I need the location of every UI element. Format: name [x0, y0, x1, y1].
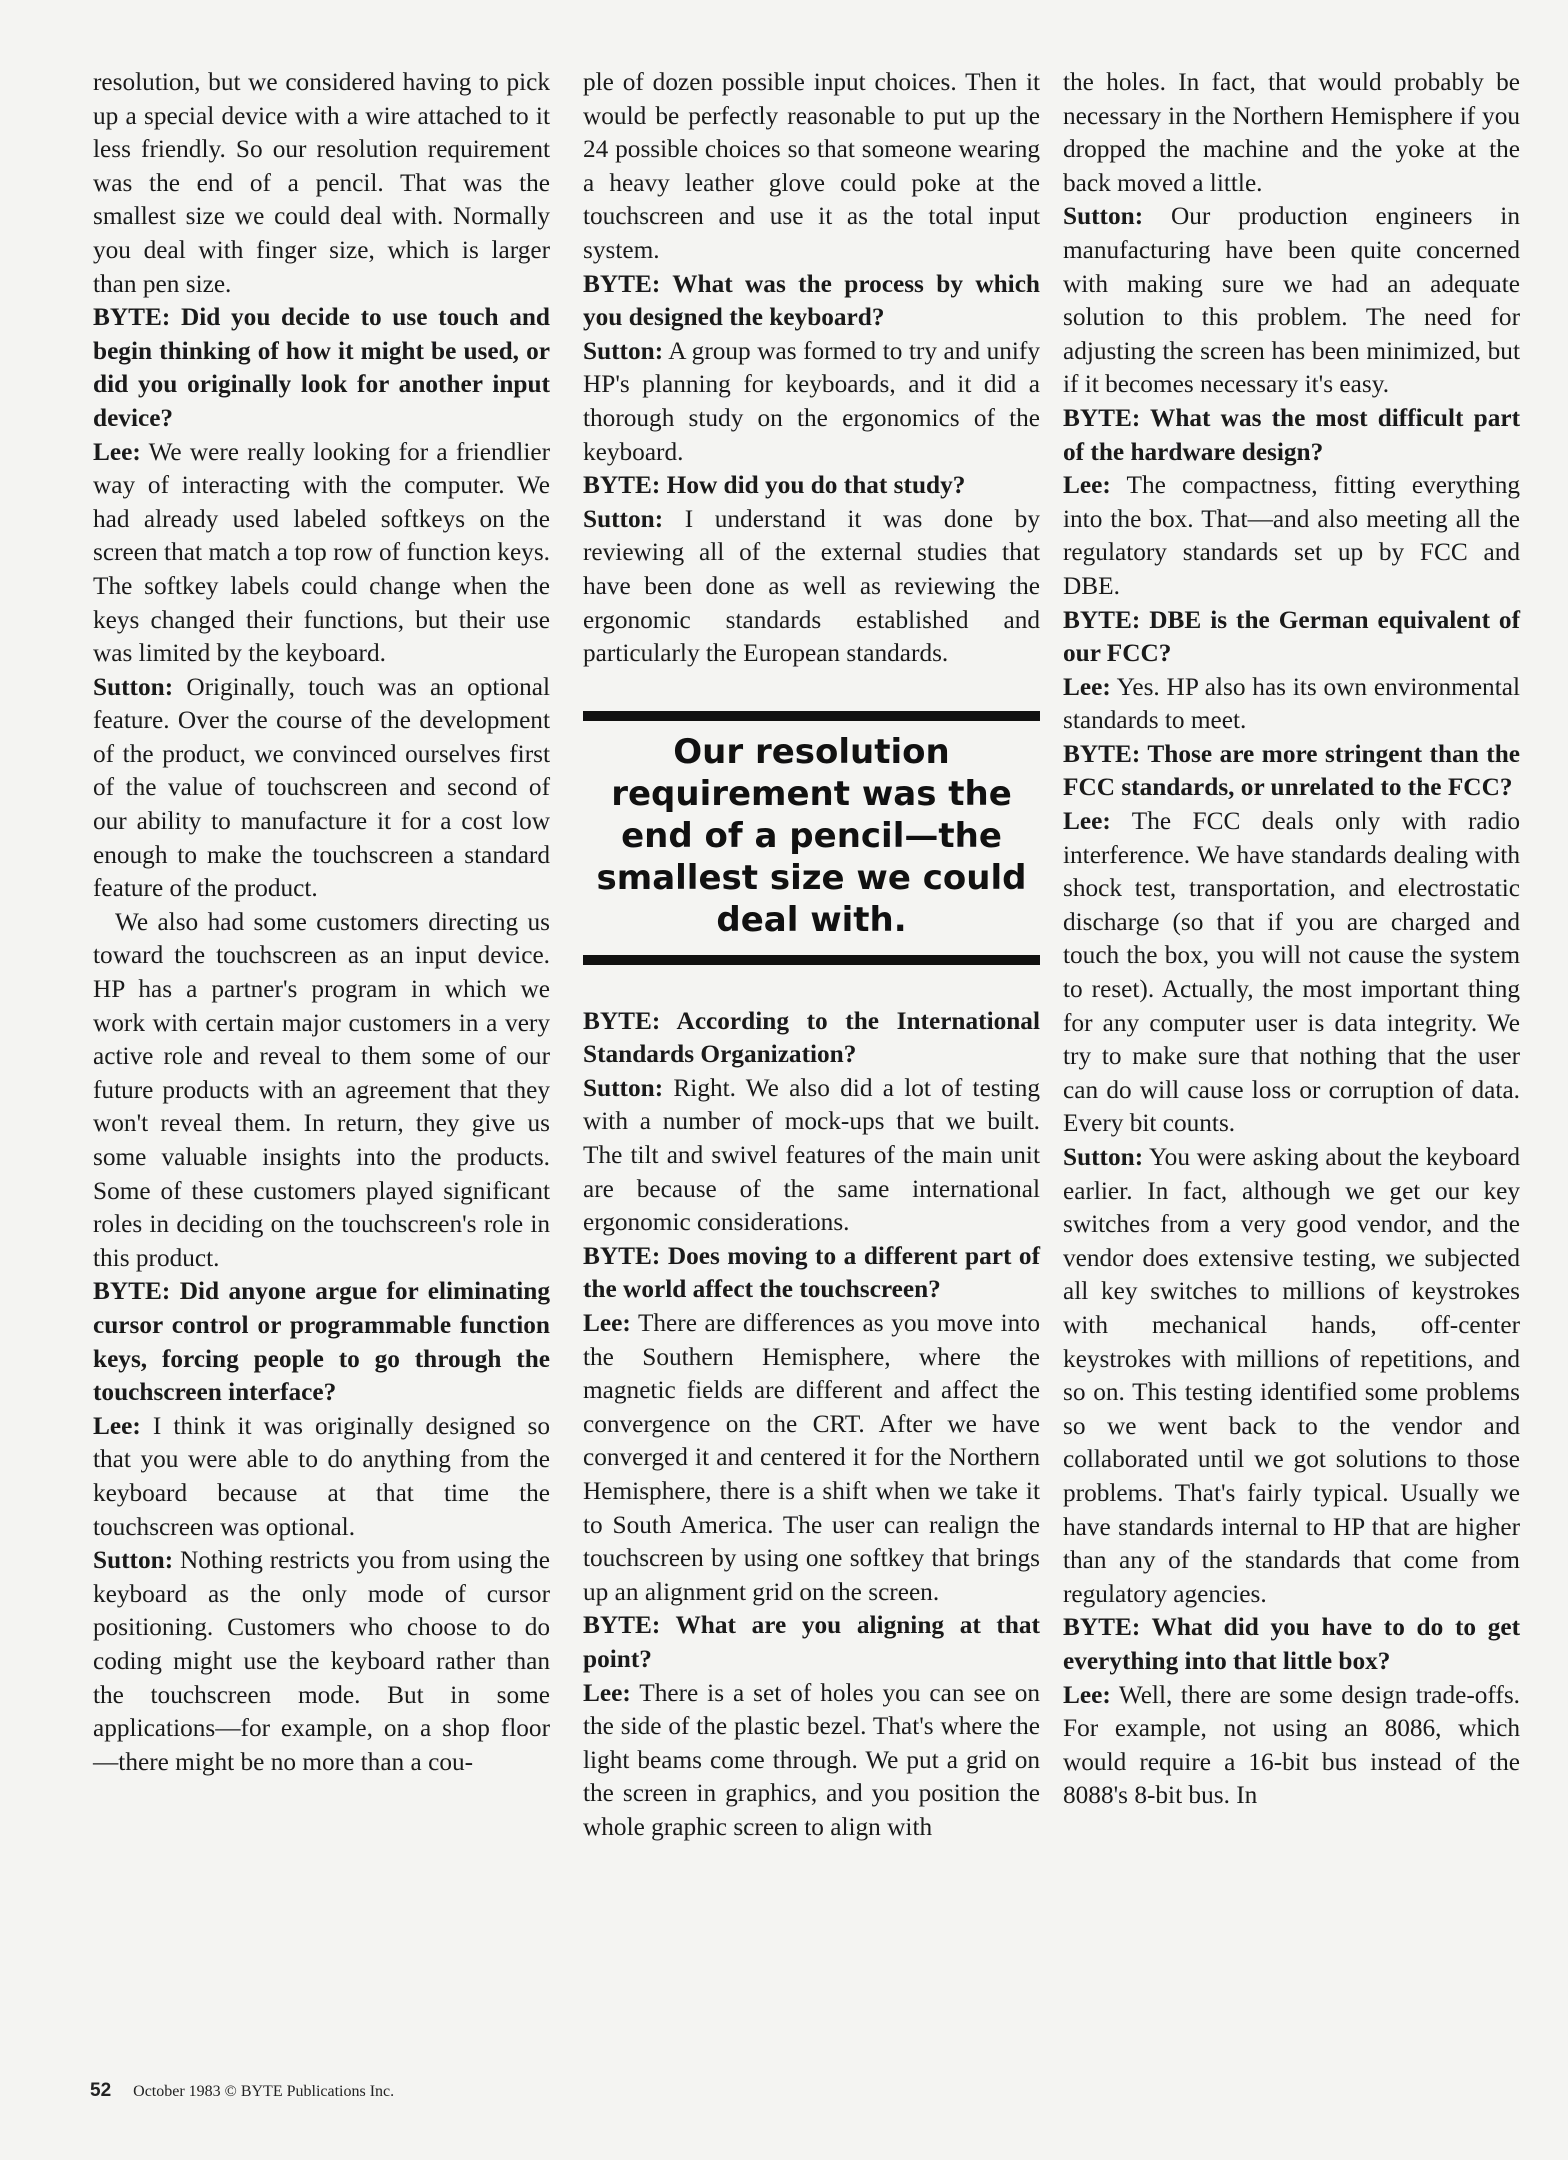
question: BYTE: Did anyone argue for eliminating cursor control or programmable function keys, forcing people to go through the touchscreen interface? [93, 1277, 550, 1407]
question: BYTE: Those are more stringent than the FCC standards, or unrelated to the FCC? [1063, 739, 1520, 802]
question: BYTE: DBE is the German equivalent of our FCC? [1063, 605, 1521, 668]
publication-credit: October 1983 © BYTE Publications Inc. [133, 2083, 395, 2100]
question: BYTE: How did you do that study? [583, 471, 966, 500]
page-footer [90, 2080, 394, 2102]
answer: Sutton: Right. We also did a lot of testing with a number of mock-ups that we built. The tilt and swivel features of the main unit are because of the same international ergonomic considerations. [583, 1073, 1041, 1237]
paragraph: We also had some customers directing us toward the touchscreen as an input device. HP has a partner's program in which we work with certain major customers in a very active role and reveal to them some of our future products with an agreement that they won't reveal them. In return, they give us some valuable insights into the products. Some of these customers played significant roles in deciding on the touchscreen's role in this product. [93, 907, 550, 1272]
answer: Sutton: Nothing restricts you from using the keyboard as the only mode of cursor positioning. Customers who choose to do coding might use the keyboard rather than the touchscreen mode. But in some applications—for example, on a shop floor—there might be no more than a cou- [93, 1546, 550, 1776]
answer: Lee: Well, there are some design trade-offs. For example, not using an 8086, which would require a 16-bit bus instead of the 8088's 8-bit bus. In [1063, 1680, 1520, 1810]
question: BYTE: Does moving to a different part of the world affect the touchscreen? [583, 1241, 1040, 1304]
answer: Sutton: Our production engineers in manufacturing have been quite concerned with making sure we had an adequate solution to this problem. The need for adjusting the screen has been minimized, but if it becomes necessary it's easy. [1063, 202, 1520, 399]
column-1 [93, 66, 550, 1779]
question: BYTE: What did you have to do to get everything into that little box? [1063, 1613, 1520, 1675]
answer: Lee: There are differences as you move into the Southern Hemisphere, where the magnetic fields are different and affect the convergence on the CRT. After we have converged it and centered it for the Northern Hemisphere, there is a shift when we take it to South America. The user can realign the touchscreen by using one softkey that brings up an alignment grid on the screen. [583, 1309, 1040, 1606]
question: BYTE: What was the process by which you designed the keyboard? [583, 269, 1040, 332]
answer: Lee: We were really looking for a friendlier way of interacting with the computer. We had already used labeled softkeys on the screen that match a top row of function keys. The softkey labels could change when the keys changed their functions, but their use was limited by the keyboard. [93, 437, 550, 668]
paragraph: resolution, but we considered having to pick up a special device with a wire attached to it less friendly. So our resolution requirement was the end of a pencil. That was the smallest size we could deal with. Normally you deal with finger size, which is larger than pen size. [93, 68, 550, 298]
answer: Lee: The compactness, fitting everything into the box. That—and also meeting all the regulatory standards set up by FCC and DBE. [1063, 471, 1520, 600]
column-2 [583, 66, 1040, 1845]
page-number: 52 [90, 2080, 112, 2101]
question: BYTE: What was the most difficult part of the hardware design? [1063, 403, 1520, 466]
answer: Lee: There is a set of holes you can see on the side of the plastic bezel. That's where the light beams come through. We put a grid on the screen in graphics, and you position the whole graphic screen to align with [583, 1678, 1040, 1841]
answer: Sutton: A group was formed to try and unify HP's planning for keyboards, and it did a thorough study on the ergonomics of the keyboard. [583, 336, 1040, 466]
paragraph: the holes. In fact, that would probably be necessary in the Northern Hemisphere if you dropped the machine and the yoke at the back moved a little. [1063, 68, 1520, 197]
paragraph: ple of dozen possible input choices. Then it would be perfectly reasonable to put up the 24 possible choices so that someone wearing a heavy leather glove could poke at the touchscreen and use it as the total input system. [583, 68, 1040, 264]
column-3 [1063, 66, 1520, 1813]
question: BYTE: Did you decide to use touch and begin thinking of how it might be used, or did you originally look for another input device? [93, 303, 550, 432]
question: BYTE: What are you aligning at that point? [583, 1611, 1040, 1673]
answer: Lee: I think it was originally designed so that you were able to do anything from the keyboard because at that time the touchscreen was optional. [93, 1411, 550, 1541]
answer: Lee: Yes. HP also has its own environmental standards to meet. [1063, 672, 1520, 735]
answer: Sutton: Originally, touch was an optional feature. Over the course of the development of the product, we convinced ourselves first of the value of touchscreen and second of our ability to manufacture it for a cost low enough to make the touchscreen a standard feature of the product. [93, 672, 550, 903]
question: BYTE: According to the International Standards Organization? [583, 1006, 1040, 1069]
answer: Lee: The FCC deals only with radio interference. We have standards dealing with shock test, transportation, and electrostatic discharge (so that if you are charged and touch the box, you will not cause the system to reset). Actually, the most important thing for any computer user is data integrity. We try to make sure that nothing that the user can do will cause loss or corruption of data. Every bit counts. [1063, 807, 1520, 1138]
answer: Sutton: I understand it was done by reviewing all of the external studies that have been done as well as reviewing the ergonomic standards established and particularly the European standards. [583, 504, 1040, 668]
pull-quote: Our resolution requirement was the end of a pencil—the smallest size we could deal with. [583, 711, 1040, 965]
answer: Sutton: You were asking about the keyboard earlier. In fact, although we get our key switches from a very good vendor, and the vendor does extensive testing, we subjected all key switches to millions of keystrokes with mechanical hands, off-center keystrokes with millions of repetitions, and so on. This testing identified some problems so we went back to the vendor and collaborated until we got solutions to those problems. That's fairly typical. Usually we have standards internal to HP that are higher than any of the standards that come from regulatory agencies. [1063, 1143, 1521, 1608]
